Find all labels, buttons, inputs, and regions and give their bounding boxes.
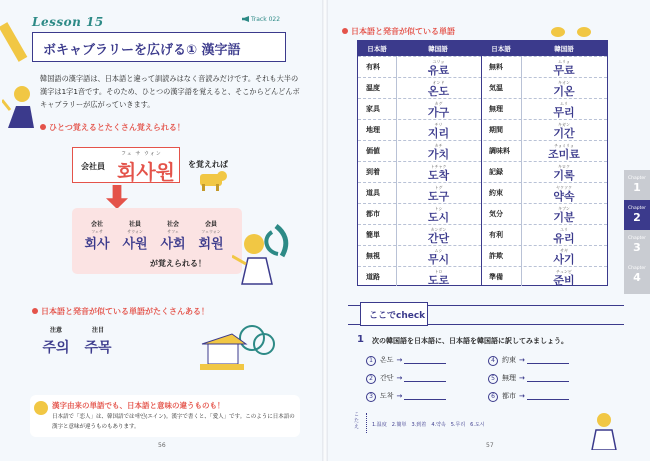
bullet-icon xyxy=(32,308,38,314)
japanese-cell: 無視 xyxy=(366,252,380,260)
answer-line xyxy=(404,363,446,364)
korean-cell: カンダン 간단 xyxy=(427,227,450,245)
japanese-cell: 無理 xyxy=(489,105,503,113)
intro-text: 韓国語の漢字語は、日本語と違って訓読みはなく音読みだけです。それも大半の漢字は1字1音です。そのため、ひとつの漢字語を覚えると、そこからどんどんボキャブラリーが広がっていきます。 xyxy=(40,74,300,109)
korean-cell: ムリョ 무료 xyxy=(553,59,575,77)
bullet-icon xyxy=(342,28,348,34)
answer-line xyxy=(527,381,569,382)
korean-cell: カグ 가구 xyxy=(427,101,450,119)
demo-word-ruby: フェ サ ウォン xyxy=(121,151,162,157)
question-text: 次の韓国語を日本語に、日本語を韓国語に訳してみましょう。 xyxy=(372,337,568,345)
japanese-cell: 調味料 xyxy=(489,147,510,155)
korean-cell: キロク 기록 xyxy=(553,164,575,182)
exercise-item[interactable]: 5 無理 → xyxy=(488,373,569,384)
korean-cell: トシ 도시 xyxy=(427,206,450,224)
japanese-cell: 無料 xyxy=(489,63,503,71)
japanese-cell: 気分 xyxy=(489,210,503,218)
japanese-cell: 地理 xyxy=(366,126,380,134)
demo-word-japanese: 会社員 xyxy=(81,162,105,171)
derived-word: 会員 フェウォン 회원 xyxy=(198,221,224,252)
korean-cell: チュンビ 준비 xyxy=(553,269,575,287)
question-number: 1 xyxy=(357,334,364,345)
speaker-icon xyxy=(242,16,249,22)
audio-track[interactable] xyxy=(242,16,280,23)
page-number-right: 57 xyxy=(486,442,494,449)
vocabulary-table xyxy=(357,40,608,286)
derived-word: 会社 フェサ 회사 xyxy=(84,221,110,252)
exercise-item[interactable]: 6 都市 → xyxy=(488,391,569,402)
character-icon xyxy=(34,401,48,415)
korean-cell: ムリ 무리 xyxy=(553,101,575,119)
table-header xyxy=(358,41,607,56)
lesson-label: Lesson 15 xyxy=(32,15,104,29)
korean-cell: ヤクソク 약속 xyxy=(553,185,575,203)
answer-line xyxy=(527,399,569,400)
japanese-cell: 記録 xyxy=(489,168,503,176)
japanese-cell: 期間 xyxy=(489,126,503,134)
korean-cell: サギ 사기 xyxy=(553,248,575,266)
korean-cell: チョミリョ 조미료 xyxy=(548,143,580,161)
column-header: 韓国語 xyxy=(554,45,574,53)
answer-line xyxy=(404,399,446,400)
note-body: 日本語で「恋人」は、韓国語では애인(エイン)。漢字で書くと、「愛人」です。このように日本語の漢字と意味が違うものもあります。 xyxy=(52,414,295,430)
korean-cell: オンド 온도 xyxy=(427,80,450,98)
section-heading-2: 日本語と発音が似ている単語がたくさんある！ xyxy=(32,306,209,317)
temple-illustration xyxy=(196,322,276,378)
answers-label: こたえ xyxy=(354,412,360,430)
japanese-cell: 価値 xyxy=(366,147,380,155)
chapter-tab-1[interactable]: Chapter 1 xyxy=(624,170,650,204)
column-header: 日本語 xyxy=(491,45,511,53)
answers-divider xyxy=(366,413,367,433)
section-heading-right: 日本語と発音が似ている単語 xyxy=(342,26,455,37)
birds-illustration xyxy=(548,22,598,40)
answer-line xyxy=(527,363,569,364)
lesson-title-box xyxy=(32,32,286,62)
check-section-label: ここでcheck xyxy=(360,302,428,326)
answers-text: 1.温度 2.簡単 3.到着 4.약속 5.무리 6.도시 xyxy=(372,422,485,428)
demo-word-korean: 회사원 xyxy=(117,160,175,184)
book-gutter xyxy=(322,0,328,461)
korean-cell: トグ 도구 xyxy=(427,185,450,203)
person-with-plant-illustration xyxy=(232,222,296,286)
japanese-cell: 有利 xyxy=(489,231,503,239)
japanese-cell: 約束 xyxy=(489,189,503,197)
exercise-item[interactable]: 2 간단 → xyxy=(366,373,446,384)
japanese-cell: 到着 xyxy=(366,168,380,176)
exercise-item[interactable]: 3 도착 → xyxy=(366,391,446,402)
korean-cell: ユリョ 유료 xyxy=(427,59,450,77)
person-illustration xyxy=(586,410,622,450)
column-header: 日本語 xyxy=(367,45,387,53)
bullet-icon xyxy=(40,124,46,130)
lesson-title: ボキャブラリーを広げる① 漢字語 xyxy=(43,43,241,58)
korean-cell: カチ 가치 xyxy=(427,143,450,161)
page-number-left: 56 xyxy=(158,442,166,449)
korean-cell: ユリ 유리 xyxy=(553,227,575,245)
japanese-cell: 家具 xyxy=(366,105,380,113)
section-heading-1: ひとつ覚えるとたくさん覚えられる！ xyxy=(40,122,185,133)
korean-cell: トロ 도로 xyxy=(427,269,450,287)
korean-cell: チリ 지리 xyxy=(427,122,450,140)
korean-cell: ムシ 무시 xyxy=(427,248,450,266)
note-title: 漢字由来の単語でも、日本語と意味の違うものも！ xyxy=(52,401,225,410)
example-word: 注目 주목 xyxy=(84,327,112,356)
exercise-item[interactable]: 1 온도 → xyxy=(366,355,446,366)
chapter-tab-4[interactable]: Chapter 4 xyxy=(624,260,650,294)
japanese-cell: 詐欺 xyxy=(489,252,503,260)
demo-word-box xyxy=(72,147,180,183)
japanese-cell: 気温 xyxy=(489,84,503,92)
note-box xyxy=(30,395,300,437)
korean-cell: キガン 기간 xyxy=(553,122,575,140)
japanese-cell: 都市 xyxy=(366,210,380,218)
japanese-cell: 有料 xyxy=(366,63,380,71)
demo-tail-text: を覚えれば xyxy=(188,160,228,169)
japanese-cell: 道路 xyxy=(366,273,380,281)
answer-line xyxy=(404,381,446,382)
japanese-cell: 温度 xyxy=(366,84,380,92)
track-label: Track 022 xyxy=(251,16,281,23)
learned-text: が覚えられる！ xyxy=(150,259,206,268)
japanese-cell: 準備 xyxy=(489,273,503,281)
korean-cell: トチャク 도착 xyxy=(427,164,450,182)
chapter-tab-2[interactable]: Chapter 2 xyxy=(624,200,650,234)
korean-cell: キオン 기온 xyxy=(553,80,575,98)
dog-illustration xyxy=(196,168,230,192)
japanese-cell: 簡単 xyxy=(366,231,380,239)
exercise-item[interactable]: 4 約束 → xyxy=(488,355,569,366)
japanese-cell: 道具 xyxy=(366,189,380,197)
derived-word: 社員 サウォン 사원 xyxy=(122,221,148,252)
example-word: 注意 주의 xyxy=(42,327,70,356)
derived-word: 社会 サフェ 사회 xyxy=(160,221,186,252)
column-header: 韓国語 xyxy=(428,45,448,53)
person-illustration xyxy=(2,82,36,130)
chapter-tab-3[interactable]: Chapter 3 xyxy=(624,230,650,264)
korean-cell: キブン 기분 xyxy=(553,206,575,224)
